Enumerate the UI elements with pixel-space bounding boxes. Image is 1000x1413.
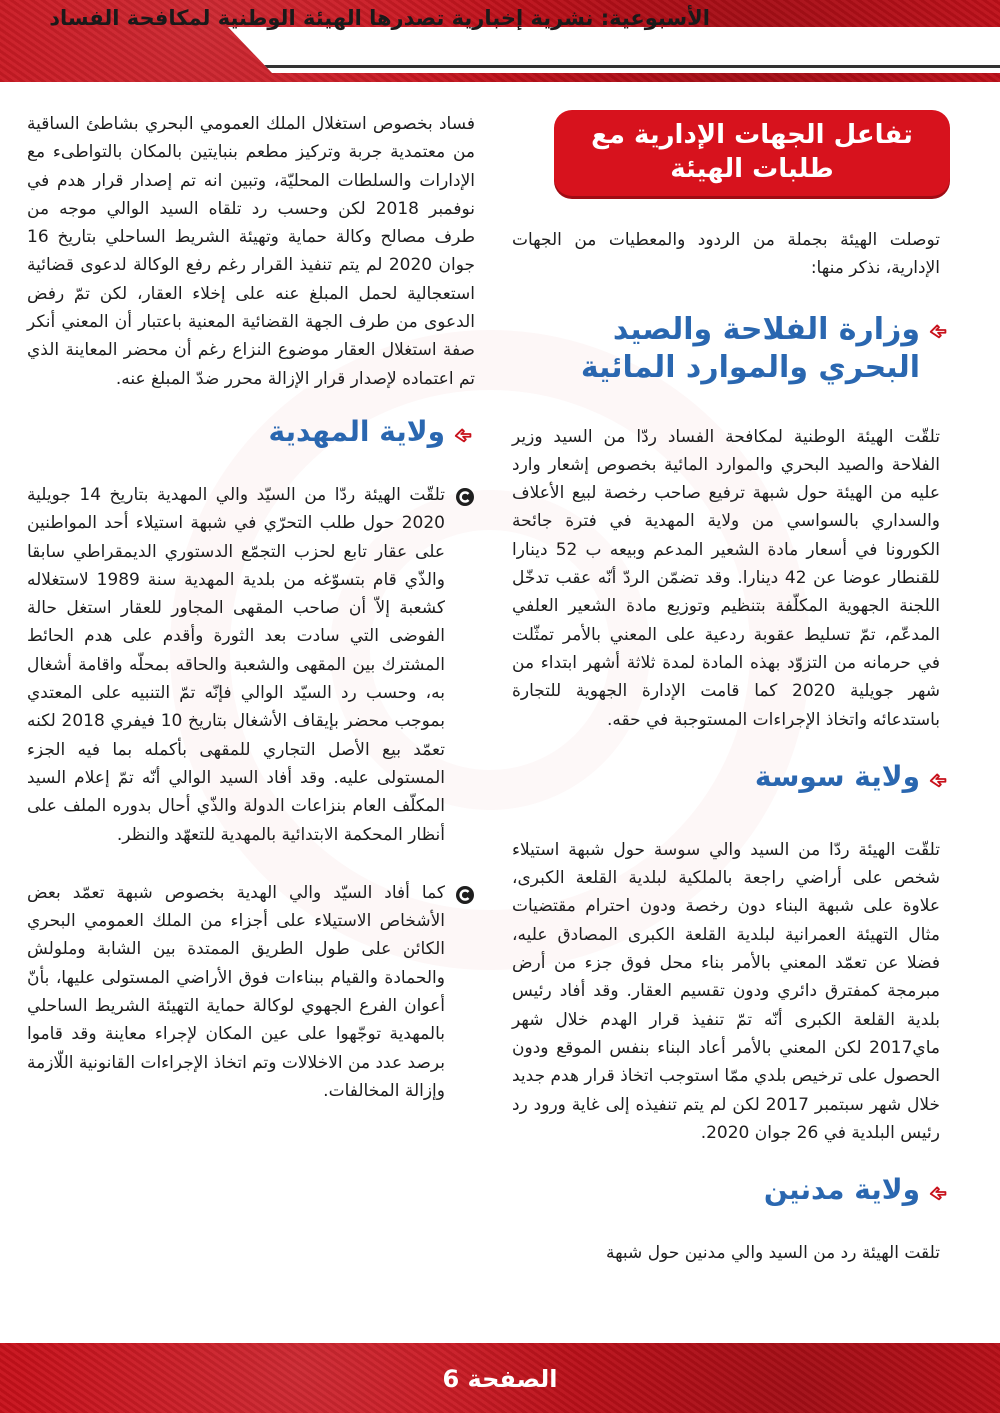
section-heading-mahdia [27,415,475,449]
list-item [27,481,475,849]
header-strip [228,27,1000,73]
list-item [27,879,475,1105]
hand-pointer-icon [928,768,950,790]
hand-pointer-icon [928,319,950,341]
section-body-sousse: تلقّت الهيئة ردّا من السيد والي سوسة حول شبهة استيلاء شخص على أراضي راجعة بالملكية لبلدية القلعة الكبرى، علاوة على شبهة البناء دون رخصة ودون احترام مقتضيات مثال التهيئة العمرانية لبلدية القلعة الكبرى المصادق عليه، فضلا عن تعمّد المعني بالأمر بناء محل فوق جزء من أرض مبرمجة كمفترق دائري ودون تقسيم العقار. وقد أفاد رئيس بلدية القلعة الكبرى أنّه تمّ تنفيذ قرار الهدم خلال شهر ماي2017 لكن المعني بالأمر أعاد البناء بنفس الموقع ودون الحصول على ترخيص بلدي ممّا استوجب اتخاذ قرار هدم جديد خلال شهر سبتمبر 2017 لكن لم يتم تنفيذه إلى غاية ورود رد رئيس البلدية في 26 جوان 2020. [512,839,940,1143]
section-heading-text: ولاية المهدية [268,414,445,448]
main-title-box: تفاعل الجهات الإدارية مع طلبات الهيئة [554,110,950,196]
section-body-medenine: تلقت الهيئة رد من السيد والي مدنين حول شبهة [605,1243,940,1264]
c-circle-icon [455,487,475,507]
right-column [512,110,950,1267]
left-column [27,110,475,1105]
hand-pointer-icon [453,423,475,445]
section-heading-medenine [512,1173,950,1207]
section-heading-agriculture [512,311,950,387]
intro-paragraph: توصلت الهيئة بجملة من الردود والمعطيات من الجهات الإدارية، نذكر منها: [512,230,940,279]
hand-pointer-icon [928,1181,950,1203]
list-item-text: تلقّت الهيئة ردّا من السيّد والي المهدية بتاريخ 14 جويلية 2020 حول طلب التحرّي في شبهة استيلاء أحد المواطنين على عقار تابع لحزب التجمّع الدستوري الديمقراطي سابقا والذّي قام بتسوّغه من بلدية المهدية سنة 1989 لاستغلاله كشعبة إلاّ أن صاحب المقهى المجاور للعقار استغل حالة الفوضى التي سادت بعد الثورة وأقدم على هدم الحائط المشترك بين المقهى والشعبة والحاقه بمحلّه واقامة أشغال به، وحسب رد السيّد الوالي فإنّه تمّ التنبيه على المعتدي بموجب محضر بإيقاف الأشغال بتاريخ 10 فيفري 2018 لكنه تعمّد بيع الأصل التجاري للمقهى بأكمله بما فيه الجزء المستولى عليه. وقد أفاد السيد الوالي أنّه تمّ إعلام السيد المكلّف العام بنزاعات الدولة والذّي أحال بدوره الملف على أنظار المحكمة الابتدائية بالمهدية للتعهّد والنظر. [27,484,445,845]
c-circle-icon [455,885,475,905]
page-number: الصفحة 6 [442,1365,558,1393]
newsletter-header-title: الأسبوعية: نشرية إخبارية تصدرها الهيئة الوطنية لمكافحة الفساد [49,6,710,30]
section-heading-text: ولاية مدنين [763,1173,920,1207]
continuation-paragraph: فساد بخصوص استغلال الملك العمومي البحري بشاطئ الساقية من معتمدية جربة وتركيز مطعم بنبايتين بالمكان بالتواطىء مع الإدارات والسلطات المحليّة، وتبين انه تم إصدار قرار هدم في نوفمبر 2018 لكن وحسب رد تلقاه السيد الوالي موجه من طرف مصالح وكالة حماية وتهيئة الشريط الساحلي بتاريخ 16 جوان 2020 لم يتم تنفيذ القرار رغم رفع الوكالة لدعوى قضائية استعجالية لحمل المبلغ عنه على إخلاء العقار، لكن تمّ رفض الدعوى من طرف الجهة القضائية المعنية باعتبار أن المعني أنكر صفة استغلال العقار موضوع النزاع رغم أن محضر المعاينة الذي تم اعتماده لإصدار قرار الإزالة محرر ضدّ المبلغ عنه. [27,114,475,389]
section-heading-text: ولاية سوسة [754,759,920,793]
section-heading-text: وزارة الفلاحة والصيد البحري والموارد المائية [580,311,920,385]
section-heading-sousse [512,760,950,794]
section-body-agriculture: تلقّت الهيئة الوطنية لمكافحة الفساد ردّا من السيد وزير الفلاحة والصيد البحري والموارد المائية بخصوص إشعار وارد عليه من الهيئة حول شبهة ترفيع صاحب رخصة لبيع الأعلاف والسداري بالسواسي من ولاية المهدية في فترة جائحة الكورونا في أسعار مادة الشعير المدعم وبيعه ب 52 دينارا للقنطار عوضا عن 42 دينارا. وقد تضمّن الردّ أنّه عقب تدخّل اللجنة الجهوية المكلّفة بتنظيم وتوزيع مادة الشعير العلفي المدعّم، تمّ تسليط عقوبة ردعية على المعني بالأمر تمثّلت في حرمانه من التزوّد بهذه المادة لمدة ثلاثة أشهر ابتداء من شهر جويلية 2020 كما قامت الإدارة الجهوية للتجارة باستدعائه واتخاذ الإجراءات المستوجبة في حقه. [512,426,941,730]
list-item-text: كما أفاد السيّد والي الهدية بخصوص شبهة تعمّد بعض الأشخاص الاستيلاء على أجزاء من الملك العمومي البحري الكائن على طول الطريق الممتدة بين الشابة وملولش والحمادة والقيام ببناءات فوق الأراضي المستولى عليها، بأنّ أعوان الفرع الجهوي لوكالة حماية التهيئة الشريط الساحلي بالمهدية توجّهوا على عين المكان لإجراء معاينة وقد قاموا برصد عدد من الاخلالات وتم اتخاذ الإجراءات القانونية اللّازمة وإزالة المخالفات. [27,882,445,1101]
header-underline [258,65,1000,68]
